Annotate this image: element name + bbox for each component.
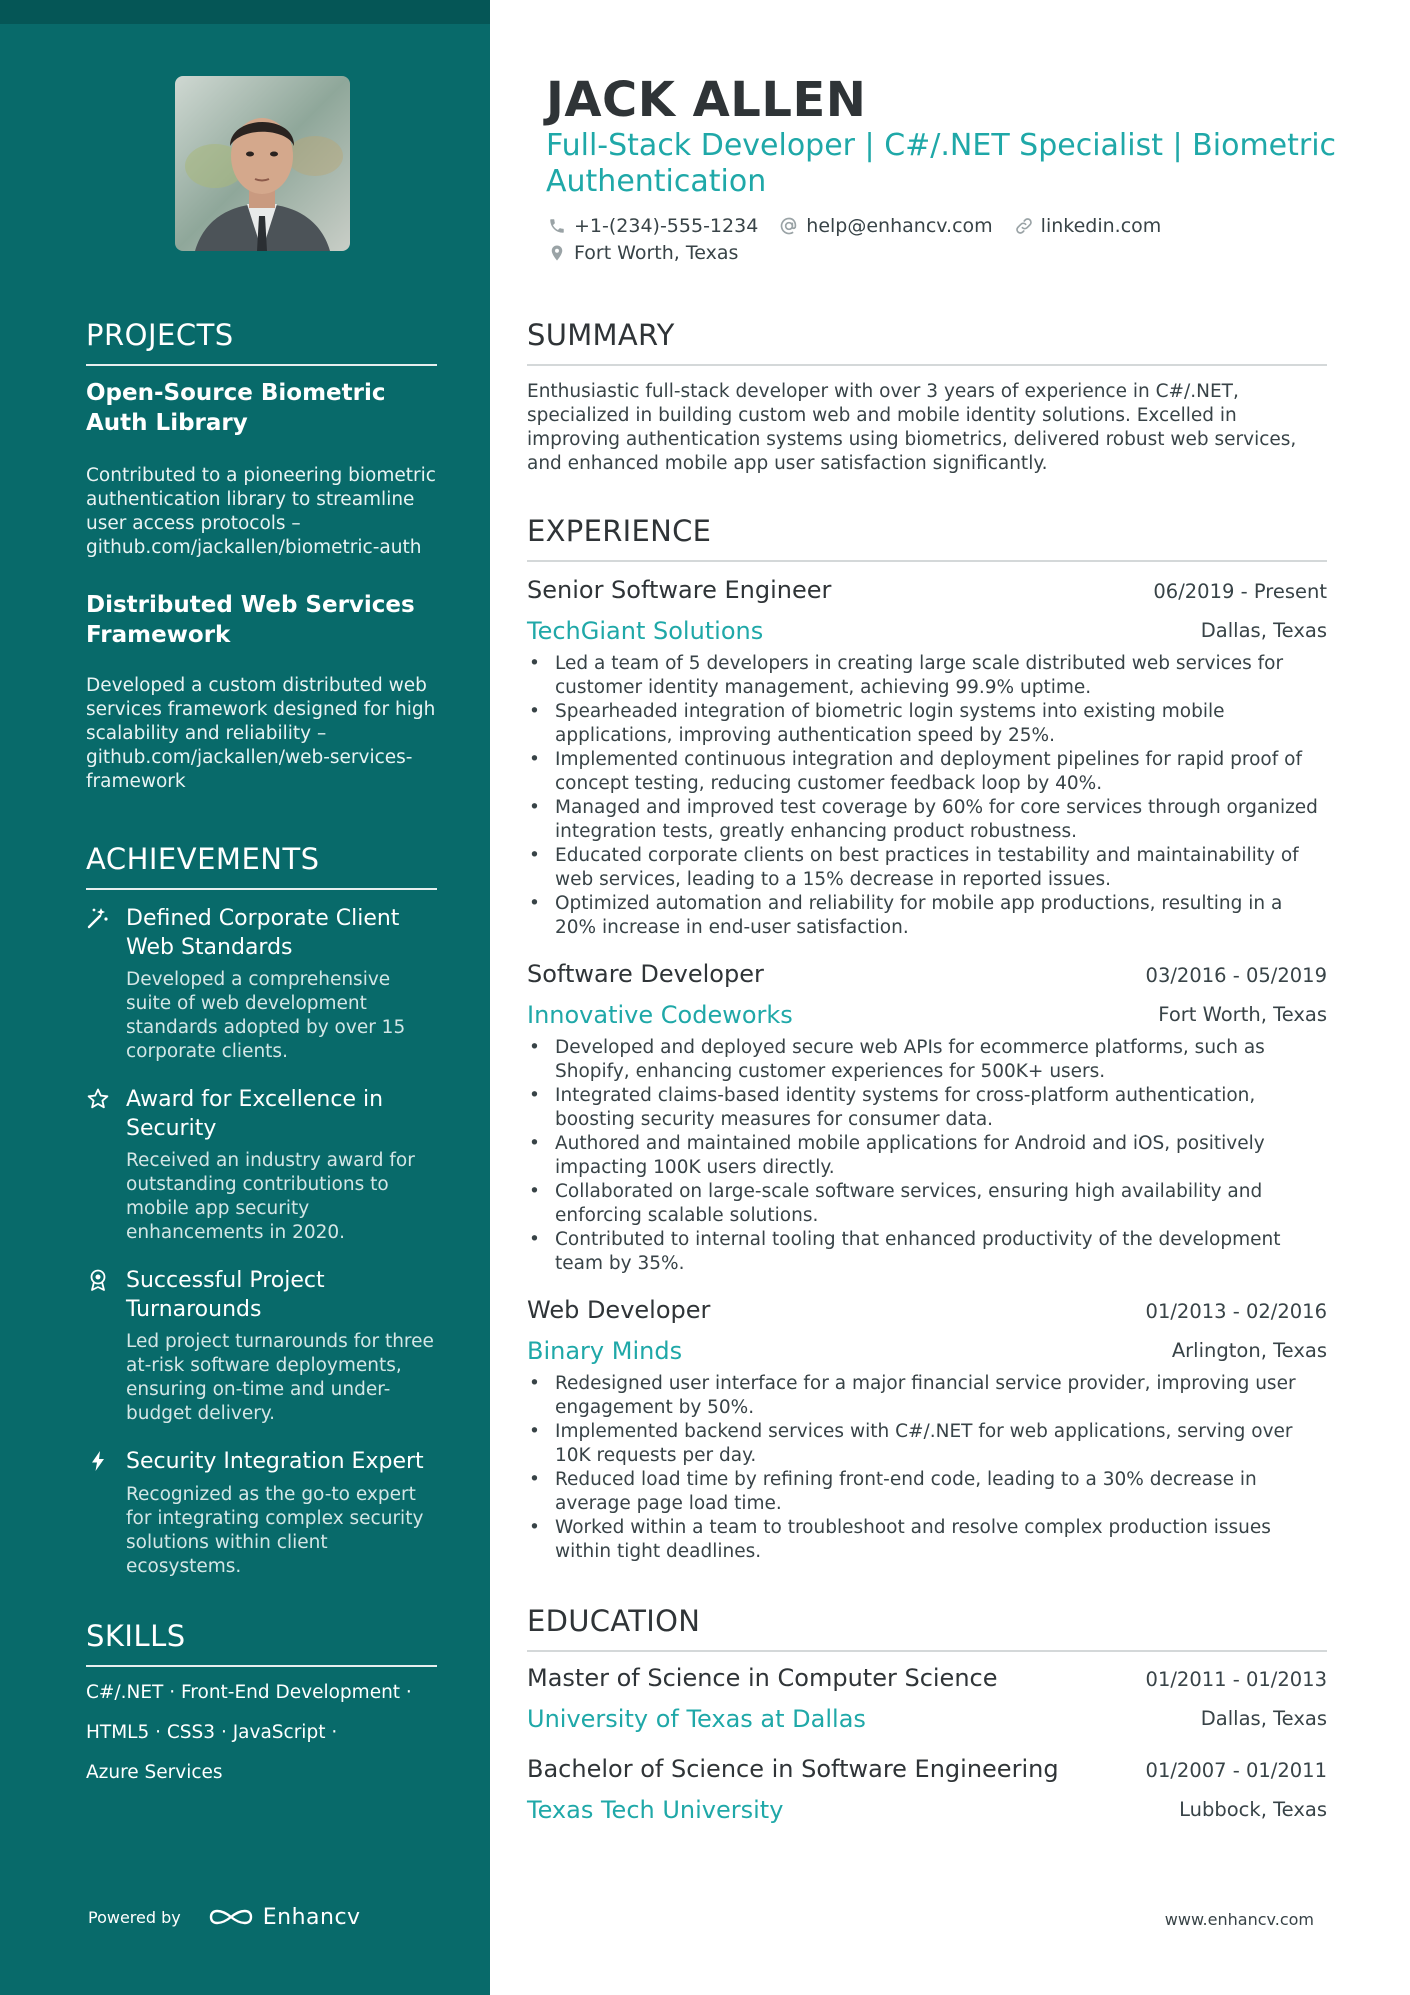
email-address: help@enhancv.com <box>806 215 993 237</box>
job-title: Web Developer <box>527 1296 711 1324</box>
list-item: • Spearheaded integration of biometric login systems into existing mobile applications, improving authentication speed by 25%. <box>527 700 1327 748</box>
email[interactable] <box>778 215 992 237</box>
job-company[interactable]: TechGiant Solutions <box>527 617 764 645</box>
education-location: Dallas, Texas <box>1200 1707 1327 1730</box>
linkedin[interactable] <box>1013 215 1162 237</box>
list-item: • Led a team of 5 developers in creating large scale distributed web services for customer identity management, achieving 99.9% uptime. <box>527 652 1327 700</box>
school-name[interactable]: University of Texas at Dallas <box>527 1705 866 1733</box>
education-dates: 01/2011 - 01/2013 <box>1145 1668 1327 1691</box>
candidate-tagline: Full-Stack Developer | C#/.NET Specialist | Biometric Authentication <box>546 128 1337 199</box>
list-item: • Managed and improved test coverage by 60% for core services through organized integration tests, greatly enhancing product robustness. <box>527 796 1327 844</box>
job-company[interactable]: Innovative Codeworks <box>527 1001 793 1029</box>
contact-row <box>546 215 1181 237</box>
project-description: Developed a custom distributed web services framework designed for high scalability and reliability – github.com/jackallen/web-services-framework <box>86 675 436 792</box>
achievement-title: Successful Project Turnarounds <box>126 1268 325 1322</box>
project-title: Distributed Web Services Framework <box>86 592 415 648</box>
at-icon <box>778 215 800 237</box>
job-location: Fort Worth, Texas <box>1158 1003 1327 1026</box>
summary-text: Enthusiastic full-stack developer with over 3 years of experience in C#/.NET, specialized in building custom web and mobile identity solutions. Excelled in improving authentication systems using biometrics, delivered robust web services, and enhanced mobile app user satisfaction significantly. <box>527 381 1297 474</box>
projects-heading: PROJECTS <box>86 318 437 366</box>
job-bullets <box>527 652 1327 940</box>
phone-number: +1-(234)-555-1234 <box>574 215 759 237</box>
list-item: • Educated corporate clients on best practices in testability and maintainability of web services, leading to a 15% decrease in reported issues. <box>527 844 1327 892</box>
phone-icon <box>546 215 568 237</box>
skills-line: HTML5 · CSS3 · JavaScript · <box>86 1722 338 1743</box>
job-location: Dallas, Texas <box>1200 619 1327 642</box>
degree-title: Bachelor of Science in Software Engineering <box>527 1755 1059 1783</box>
star-icon <box>86 1087 110 1111</box>
enhancv-brand: Enhancv <box>262 1904 361 1930</box>
project-description: Contributed to a pioneering biometric authentication library to streamline user access protocols – github.com/jackallen/biometric-auth <box>86 465 436 558</box>
sidebar-top-band <box>0 0 490 24</box>
job-bullets <box>527 1036 1327 1276</box>
location <box>546 242 738 264</box>
phone[interactable] <box>546 215 758 237</box>
achievement-title: Security Integration Expert <box>126 1449 424 1474</box>
experience-heading: EXPERIENCE <box>527 514 1327 562</box>
job-title: Software Developer <box>527 960 764 988</box>
list-item: • Developed and deployed secure web APIs for ecommerce platforms, such as Shopify, enhancing customer experiences for 500K+ users. <box>527 1036 1327 1084</box>
location-text: Fort Worth, Texas <box>574 242 739 264</box>
list-item: • Authored and maintained mobile applications for Android and iOS, positively impacting 100K users directly. <box>527 1132 1327 1180</box>
location-row <box>546 242 758 264</box>
summary-heading: SUMMARY <box>527 318 1327 366</box>
job-dates: 01/2013 - 02/2016 <box>1145 1300 1327 1323</box>
map-pin-icon <box>546 242 568 264</box>
education-heading: EDUCATION <box>527 1604 1327 1652</box>
achievement-description: Developed a comprehensive suite of web development standards adopted by over 15 corporate clients. <box>126 969 406 1062</box>
education-dates: 01/2007 - 01/2011 <box>1145 1759 1327 1782</box>
lightning-icon <box>86 1449 110 1473</box>
list-item: • Integrated claims-based identity systems for cross-platform authentication, boosting security measures for consumer data. <box>527 1084 1327 1132</box>
job-title: Senior Software Engineer <box>527 576 832 604</box>
project-title: Open-Source Biometric Auth Library <box>86 380 386 436</box>
list-item: • Optimized automation and reliability for mobile app productions, resulting in a 20% increase in end-user satisfaction. <box>527 892 1327 940</box>
footer-url[interactable]: www.enhancv.com <box>1164 1910 1314 1929</box>
enhancv-logo[interactable] <box>207 1904 361 1930</box>
enhancv-logo-icon <box>207 1904 255 1930</box>
degree-title: Master of Science in Computer Science <box>527 1664 998 1692</box>
job-dates: 03/2016 - 05/2019 <box>1145 964 1327 987</box>
job-location: Arlington, Texas <box>1171 1339 1327 1362</box>
powered-by <box>88 1904 361 1930</box>
job-bullets <box>527 1372 1327 1564</box>
job-company[interactable]: Binary Minds <box>527 1337 683 1365</box>
achievement-description: Received an industry award for outstanding contributions to mobile app security enhancements in 2020. <box>126 1150 415 1243</box>
education-location: Lubbock, Texas <box>1179 1798 1327 1821</box>
wand-icon <box>86 906 110 930</box>
achievement-description: Led project turnarounds for three at-risk software deployments, ensuring on-time and under-budget delivery. <box>126 1331 434 1424</box>
list-item: • Implemented continuous integration and deployment pipelines for rapid proof of concept testing, reducing customer feedback loop by 40%. <box>527 748 1327 796</box>
linkedin-url: linkedin.com <box>1040 215 1162 237</box>
list-item: • Implemented backend services with C#/.NET for web applications, serving over 10K requests per day. <box>527 1420 1327 1468</box>
link-icon <box>1013 215 1035 237</box>
achievements-heading: ACHIEVEMENTS <box>86 842 437 890</box>
skills-line: Azure Services <box>86 1762 223 1783</box>
school-name[interactable]: Texas Tech University <box>527 1796 784 1824</box>
main-content <box>490 0 1410 1995</box>
achievement-title: Award for Excellence in Security <box>126 1087 384 1141</box>
list-item: • Reduced load time by refining front-end code, leading to a 30% decrease in average page load time. <box>527 1468 1327 1516</box>
achievement-title: Defined Corporate Client Web Standards <box>126 906 400 960</box>
skills-heading: SKILLS <box>86 1619 437 1667</box>
list-item: • Worked within a team to troubleshoot and resolve complex production issues within tight deadlines. <box>527 1516 1327 1564</box>
avatar-photo <box>175 76 350 251</box>
powered-by-label: Powered by <box>88 1907 181 1927</box>
sidebar <box>0 0 490 1995</box>
job-dates: 06/2019 - Present <box>1153 580 1327 603</box>
list-item: • Collaborated on large-scale software services, ensuring high availability and enforcing scalable solutions. <box>527 1180 1327 1228</box>
list-item: • Redesigned user interface for a major financial service provider, improving user engagement by 50%. <box>527 1372 1327 1420</box>
candidate-name: JACK ALLEN <box>546 72 867 128</box>
skills-line: C#/.NET · Front-End Development · <box>86 1682 412 1703</box>
medal-icon <box>86 1268 110 1292</box>
skills-list <box>86 1673 437 1793</box>
achievement-description: Recognized as the go-to expert for integrating complex security solutions within client ecosystems. <box>126 1484 424 1577</box>
list-item: • Contributed to internal tooling that enhanced productivity of the development team by 35%. <box>527 1228 1327 1276</box>
avatar <box>175 76 350 251</box>
